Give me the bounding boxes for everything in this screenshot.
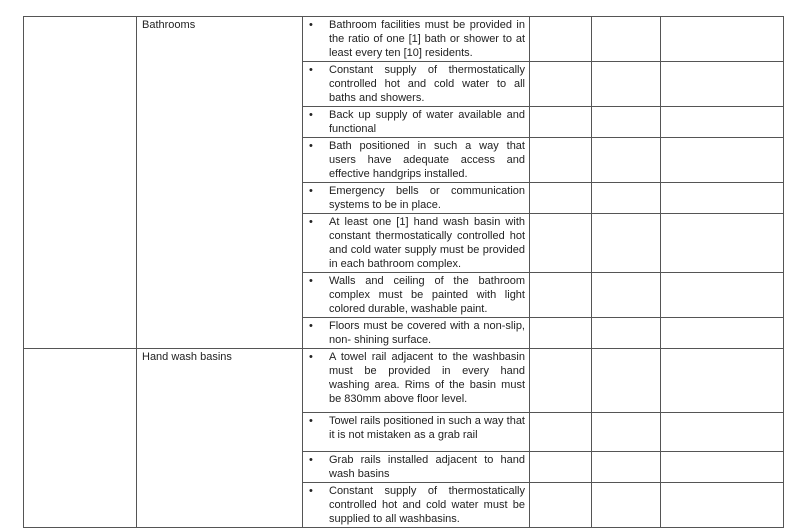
requirement-cell xyxy=(303,62,530,107)
check-cell[interactable] xyxy=(592,273,661,318)
check-cell[interactable] xyxy=(530,62,592,107)
requirement-text: Bath positioned in such a way that users have adequate access and effective handgrips installed. xyxy=(329,140,525,180)
check-cell[interactable] xyxy=(530,183,592,214)
requirement-text: Emergency bells or communication systems to be in place. xyxy=(329,185,525,211)
bullet-icon: • xyxy=(309,19,313,31)
check-cell[interactable] xyxy=(592,452,661,483)
requirement-text: Back up supply of water available and functional xyxy=(329,109,525,135)
comment-cell[interactable] xyxy=(661,273,784,318)
comment-cell[interactable] xyxy=(661,138,784,183)
section-title: Hand wash basins xyxy=(137,349,303,528)
check-cell[interactable] xyxy=(592,413,661,452)
requirement-text: At least one [1] hand wash basin with constant thermostatically controlled hot and cold water supply must be provided in each bathroom complex. xyxy=(329,216,525,270)
bullet-icon: • xyxy=(309,454,313,466)
comment-cell[interactable] xyxy=(661,452,784,483)
comment-cell[interactable] xyxy=(661,349,784,413)
comment-cell[interactable] xyxy=(661,413,784,452)
check-cell[interactable] xyxy=(592,138,661,183)
bullet-icon: • xyxy=(309,320,313,332)
check-cell[interactable] xyxy=(592,183,661,214)
comment-cell[interactable] xyxy=(661,183,784,214)
check-cell[interactable] xyxy=(530,214,592,273)
requirement-text: Grab rails installed adjacent to hand wash basins xyxy=(329,454,525,480)
check-cell[interactable] xyxy=(530,318,592,349)
check-cell[interactable] xyxy=(530,273,592,318)
requirement-text: Constant supply of thermostatically controlled hot and cold water to all baths and showers. xyxy=(329,64,525,104)
bullet-icon: • xyxy=(309,275,313,287)
bullet-icon: • xyxy=(309,485,313,497)
requirement-cell xyxy=(303,273,530,318)
check-cell[interactable] xyxy=(592,318,661,349)
check-cell[interactable] xyxy=(592,62,661,107)
comment-cell[interactable] xyxy=(661,318,784,349)
check-cell[interactable] xyxy=(530,107,592,138)
check-cell[interactable] xyxy=(592,17,661,62)
comment-cell[interactable] xyxy=(661,62,784,107)
requirement-cell xyxy=(303,413,530,452)
requirement-cell xyxy=(303,349,530,413)
requirement-cell xyxy=(303,214,530,273)
requirement-text: Bathroom facilities must be provided in the ratio of one [1] bath or shower to at least every ten [10] residents. xyxy=(329,19,525,59)
check-cell[interactable] xyxy=(592,349,661,413)
requirement-text: Constant supply of thermostatically controlled hot and cold water must be supplied to all washbasins. xyxy=(329,485,525,525)
check-cell[interactable] xyxy=(592,214,661,273)
requirement-text: A towel rail adjacent to the washbasin must be provided in every hand washing area. Rims of the basin must be 830mm above floor level. xyxy=(329,351,525,405)
requirement-text: Floors must be covered with a non-slip, non- shining surface. xyxy=(329,320,525,346)
bullet-icon: • xyxy=(309,351,313,363)
requirement-cell xyxy=(303,483,530,528)
check-cell[interactable] xyxy=(530,452,592,483)
section-title: Bathrooms xyxy=(137,17,303,349)
comment-cell[interactable] xyxy=(661,483,784,528)
requirement-cell xyxy=(303,452,530,483)
check-cell[interactable] xyxy=(530,413,592,452)
bullet-icon: • xyxy=(309,140,313,152)
bullet-icon: • xyxy=(309,216,313,228)
blank-cell xyxy=(24,349,137,528)
requirement-cell xyxy=(303,138,530,183)
check-cell[interactable] xyxy=(530,138,592,183)
check-cell[interactable] xyxy=(530,349,592,413)
check-cell[interactable] xyxy=(592,483,661,528)
requirement-text: Towel rails positioned in such a way that it is not mistaken as a grab rail xyxy=(329,415,525,441)
bullet-icon: • xyxy=(309,415,313,427)
check-cell[interactable] xyxy=(592,107,661,138)
requirement-cell xyxy=(303,107,530,138)
comment-cell[interactable] xyxy=(661,17,784,62)
requirement-cell xyxy=(303,17,530,62)
table-row xyxy=(24,17,784,62)
requirement-cell xyxy=(303,183,530,214)
blank-cell xyxy=(24,17,137,349)
requirement-text: Walls and ceiling of the bathroom complex must be painted with light colored durable, washable paint. xyxy=(329,275,525,315)
requirement-cell xyxy=(303,318,530,349)
comment-cell[interactable] xyxy=(661,214,784,273)
check-cell[interactable] xyxy=(530,17,592,62)
bullet-icon: • xyxy=(309,185,313,197)
bullet-icon: • xyxy=(309,64,313,76)
table-row xyxy=(24,349,784,413)
bullet-icon: • xyxy=(309,109,313,121)
check-cell[interactable] xyxy=(530,483,592,528)
checklist-table xyxy=(23,16,784,528)
comment-cell[interactable] xyxy=(661,107,784,138)
